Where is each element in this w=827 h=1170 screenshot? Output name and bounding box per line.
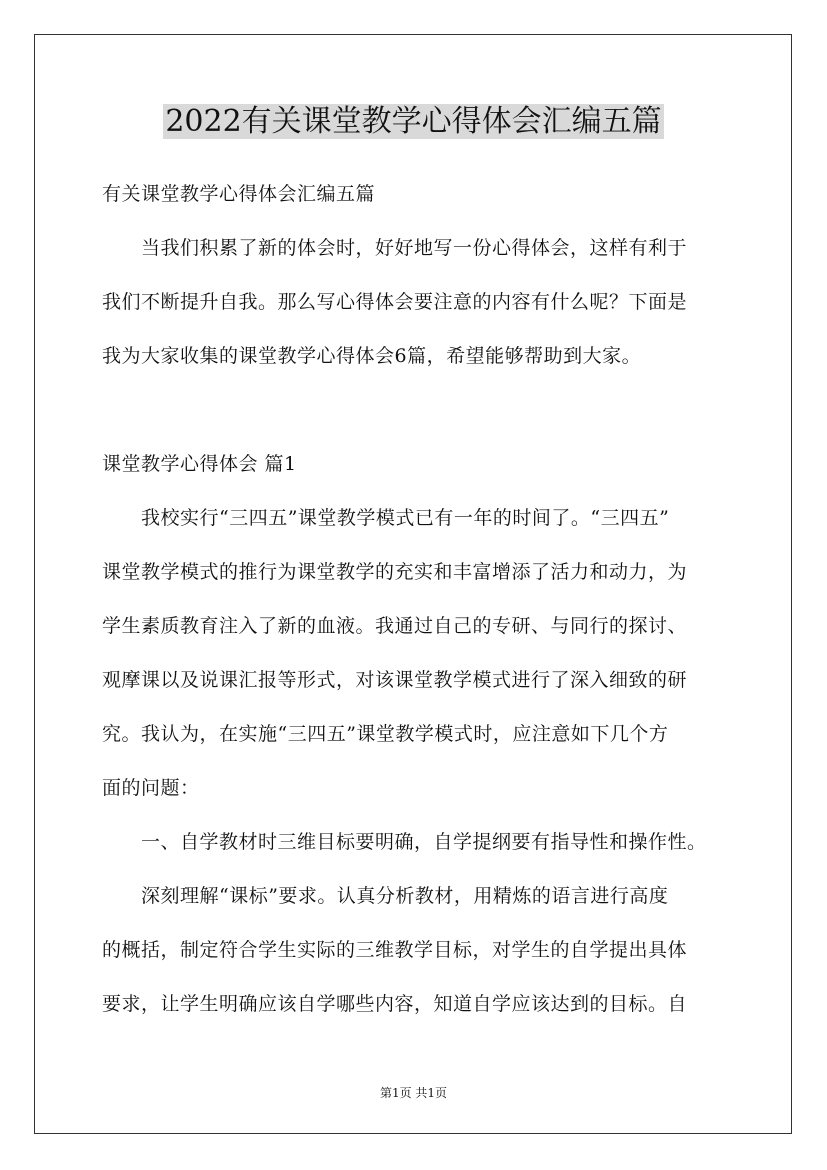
body-line-7: 一、自学教材时三维目标要明确，自学提纲要有指导性和操作性。 bbox=[102, 831, 707, 853]
body-line-8: 深刻理解“课标”要求。认真分析教材，用精炼的语言进行高度 bbox=[102, 885, 669, 907]
document-title-text: 2022有关课堂教学心得体会汇编五篇 bbox=[165, 104, 662, 139]
body-line-5: 究。我认为，在实施“三四五”课堂教学模式时，应注意如下几个方 bbox=[102, 723, 669, 745]
intro-line-2: 我们不断提升自我。那么写心得体会要注意的内容有什么呢？下面是 bbox=[102, 291, 688, 313]
body-line-2: 课堂教学模式的推行为课堂教学的充实和丰富增添了活力和动力，为 bbox=[102, 561, 688, 583]
body-line-6: 面的问题： bbox=[102, 777, 200, 799]
body-line-9: 的概括，制定符合学生实际的三维教学目标，对学生的自学提出具体 bbox=[102, 939, 688, 961]
body-line-10: 要求，让学生明确应该自学哪些内容，知道自学应该达到的目标。自 bbox=[102, 993, 688, 1015]
document-title bbox=[0, 102, 827, 142]
subtitle-line: 有关课堂教学心得体会汇编五篇 bbox=[102, 183, 376, 205]
intro-line-3: 我为大家收集的课堂教学心得体会6篇，希望能够帮助到大家。 bbox=[102, 345, 642, 367]
intro-line-1: 当我们积累了新的体会时，好好地写一份心得体会，这样有利于 bbox=[102, 237, 688, 259]
body-line-4: 观摩课以及说课汇报等形式，对该课堂教学模式进行了深入细致的研 bbox=[102, 669, 688, 691]
section-heading: 课堂教学心得体会 篇1 bbox=[102, 453, 297, 475]
page-number-footer: 第1页 共1页 bbox=[379, 1086, 448, 1100]
body-line-1: 我校实行“三四五”课堂教学模式已有一年的时间了。“三四五” bbox=[102, 507, 670, 529]
body-line-3: 学生素质教育注入了新的血液。我通过自己的专研、与同行的探讨、 bbox=[102, 615, 688, 637]
